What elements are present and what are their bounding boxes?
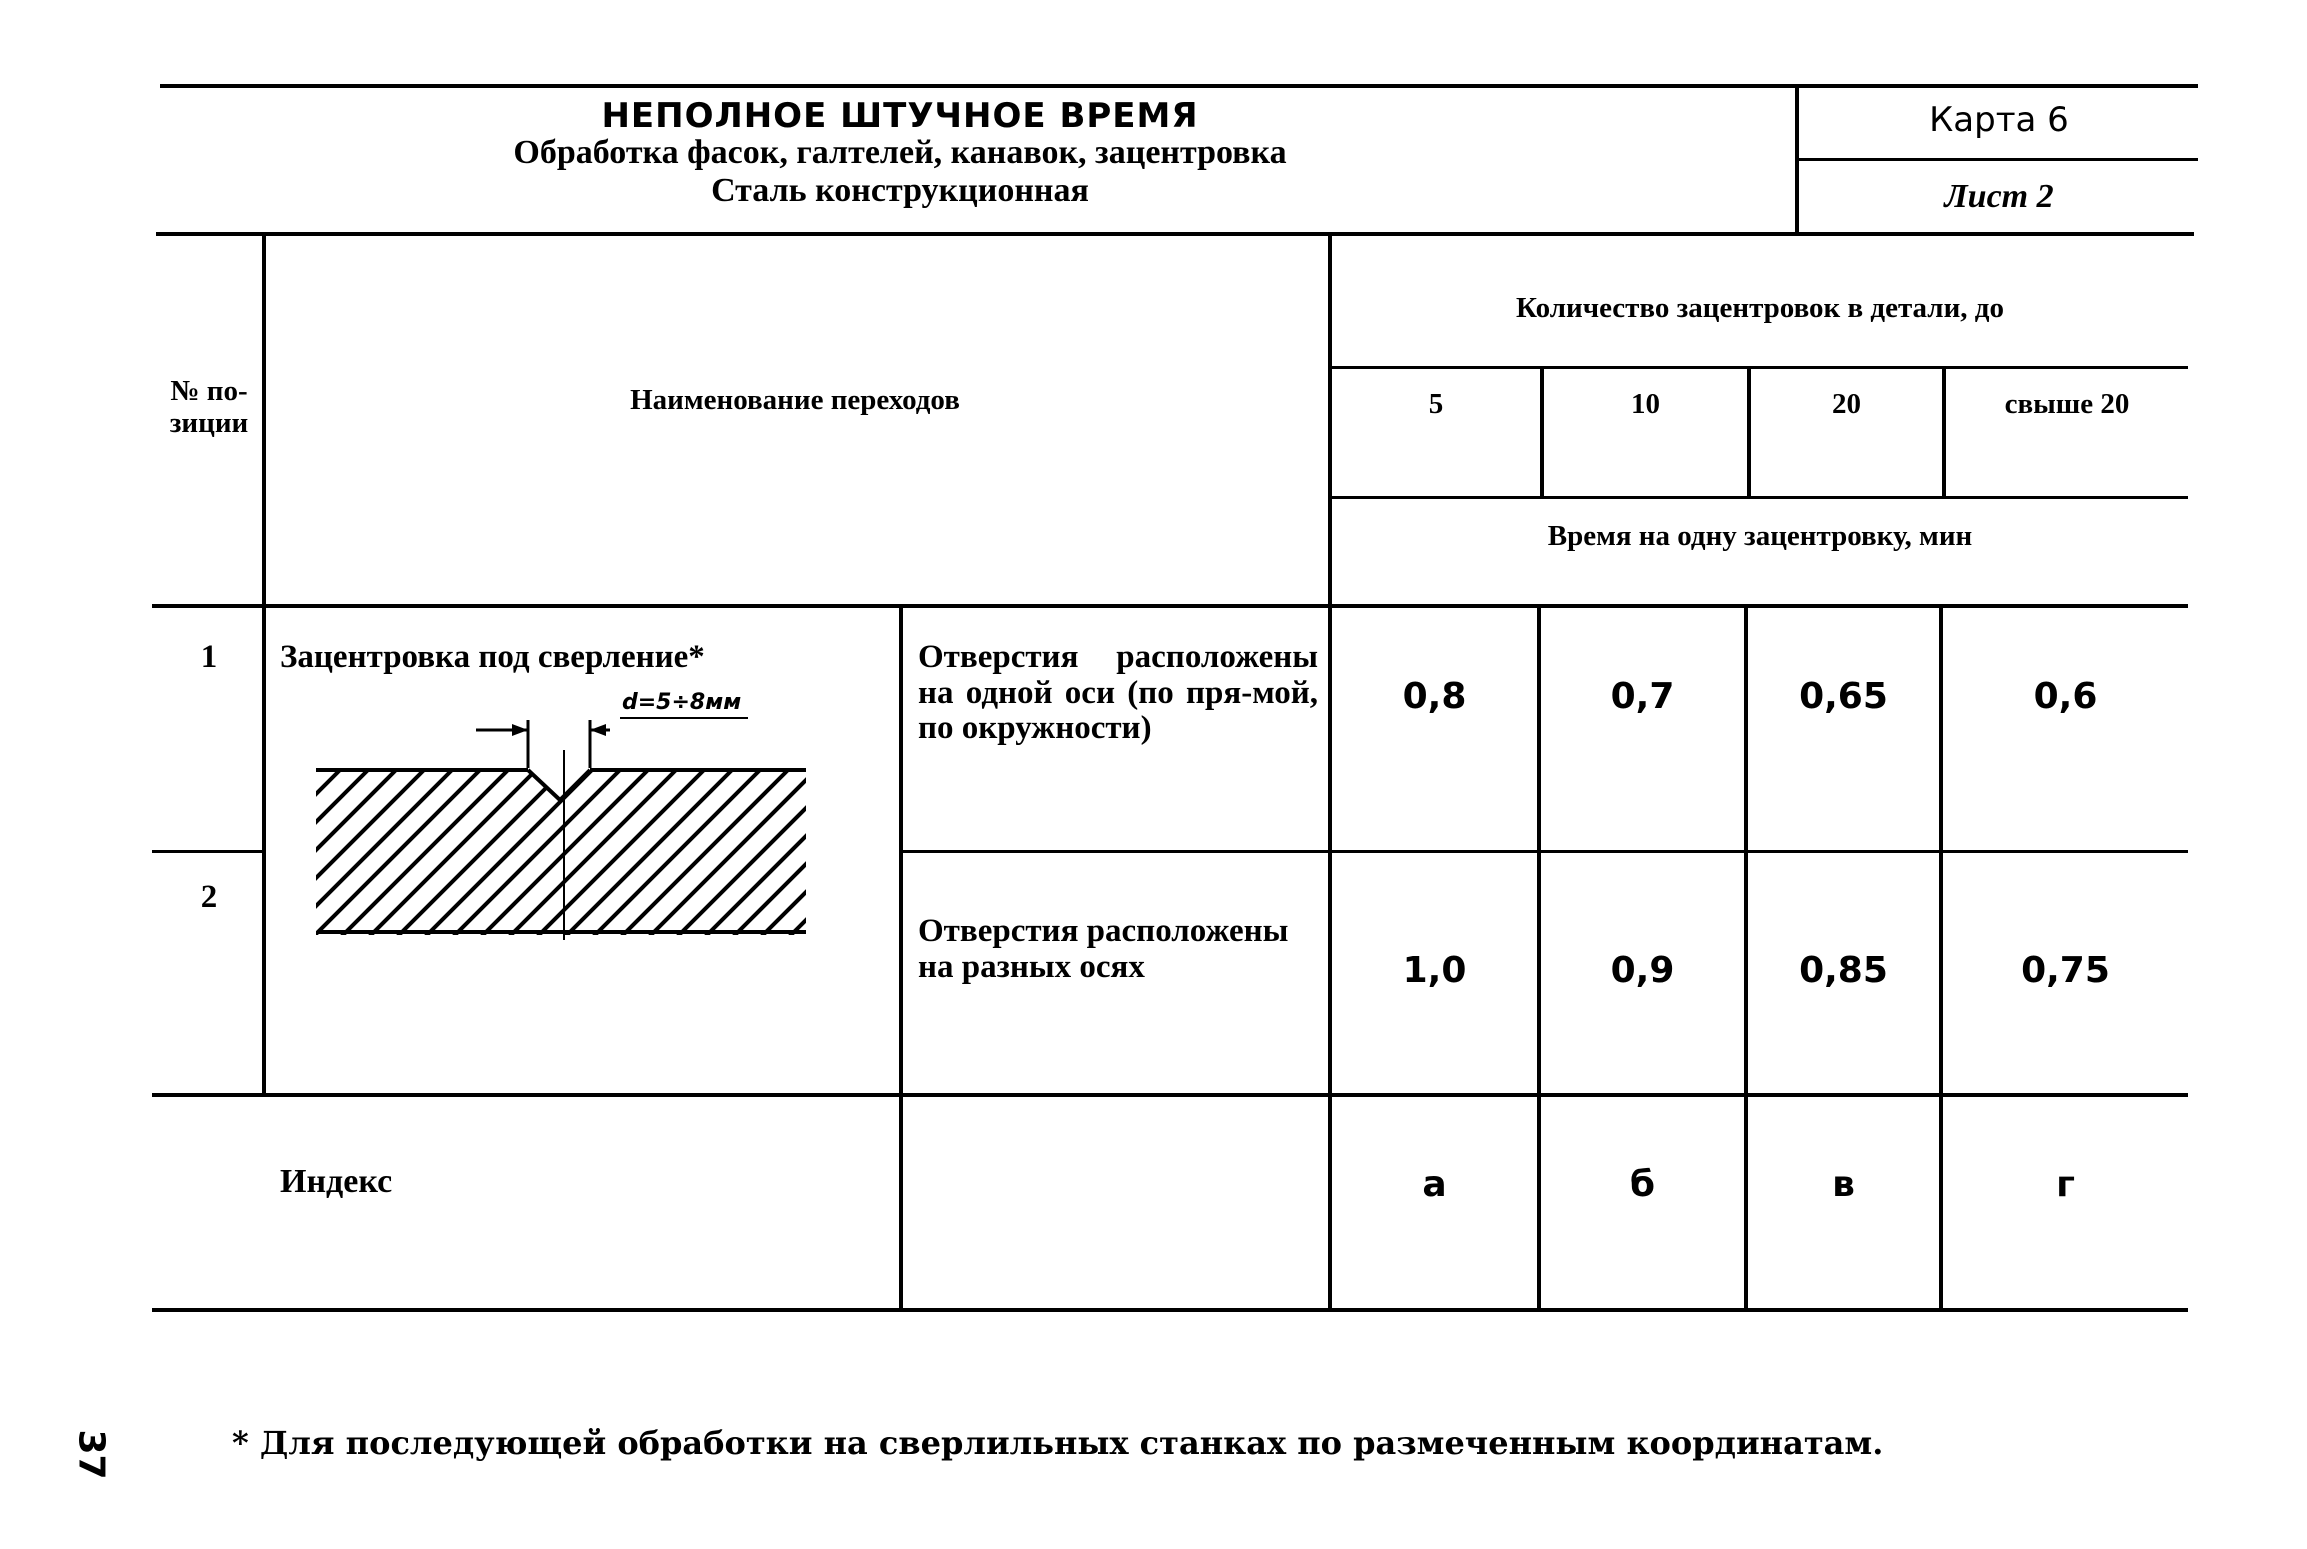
col-header-position: № по- зиции [169,375,249,439]
row2-value-over-20: 0,75 [2021,950,2110,991]
row2-condition: Отверстия расположены на разных осях [918,913,1289,985]
index-b: б [1629,1164,1656,1205]
index-v: в [1832,1164,1855,1205]
time-per-centering: Время на одну зацентровку, мин [1547,520,1973,552]
row1-position: 1 [200,639,218,675]
index-a: а [1422,1164,1447,1205]
row1-value-over-20: 0,6 [2033,676,2098,717]
table-hline-bottom [152,1308,2188,1312]
index-label: Индекс [280,1163,393,1200]
footnote: * Для последующей обработки на сверлильных станках по размеченным координатам. [232,1424,1884,1462]
index-g: г [2056,1164,2075,1205]
page-number: 37 [70,1429,112,1480]
col-header-count: Количество зацентровок в детали, до [1516,292,2004,324]
header-top-rule [160,84,2198,88]
table-hline-rows-bottom [152,1093,2188,1097]
col-header-name: Наименование переходов [630,384,960,416]
card-number: Карта 6 [1929,100,2069,140]
count-col-over-20: свыше 20 [2004,388,2130,420]
page-subtitle: Обработка фасок, галтелей, канавок, зацентровка [513,134,1287,171]
table-hline-row1-pos [152,850,262,853]
table-hline-head-bottom [152,604,2188,608]
page-subtitle-material: Сталь конструкционная [711,172,1089,209]
table-hline-count [1328,366,2188,369]
row2-value-10: 0,9 [1610,950,1675,991]
centering-drawing [300,690,840,950]
count-col-10: 10 [1631,388,1660,420]
row1-value-20: 0,65 [1799,676,1888,717]
header-bottom-rule [156,232,2194,236]
sheet-number: Лист 2 [1944,178,2054,215]
operation-name: Зацентровка под сверление* [280,639,705,675]
table-vline-cond [899,606,903,1311]
row1-condition: Отверстия расположены на одной оси (по пря-мой, по окружности) [918,639,1318,747]
row2-value-5: 1,0 [1402,950,1467,991]
page-title: НЕПОЛНОЕ ШТУЧНОЕ ВРЕМЯ [601,96,1199,136]
table-vline-pos [262,236,266,1096]
count-col-5: 5 [1428,388,1444,420]
table-hline-row1 [899,850,2188,853]
row1-value-5: 0,8 [1402,676,1467,717]
row1-value-10: 0,7 [1610,676,1675,717]
count-col-20: 20 [1832,388,1861,420]
row2-position: 2 [200,879,218,915]
drawing-dimension-label: d=5÷8мм [622,690,742,715]
table-hline-time [1328,496,2188,499]
row2-value-20: 0,85 [1799,950,1888,991]
card-sheet-divider [1795,158,2198,161]
